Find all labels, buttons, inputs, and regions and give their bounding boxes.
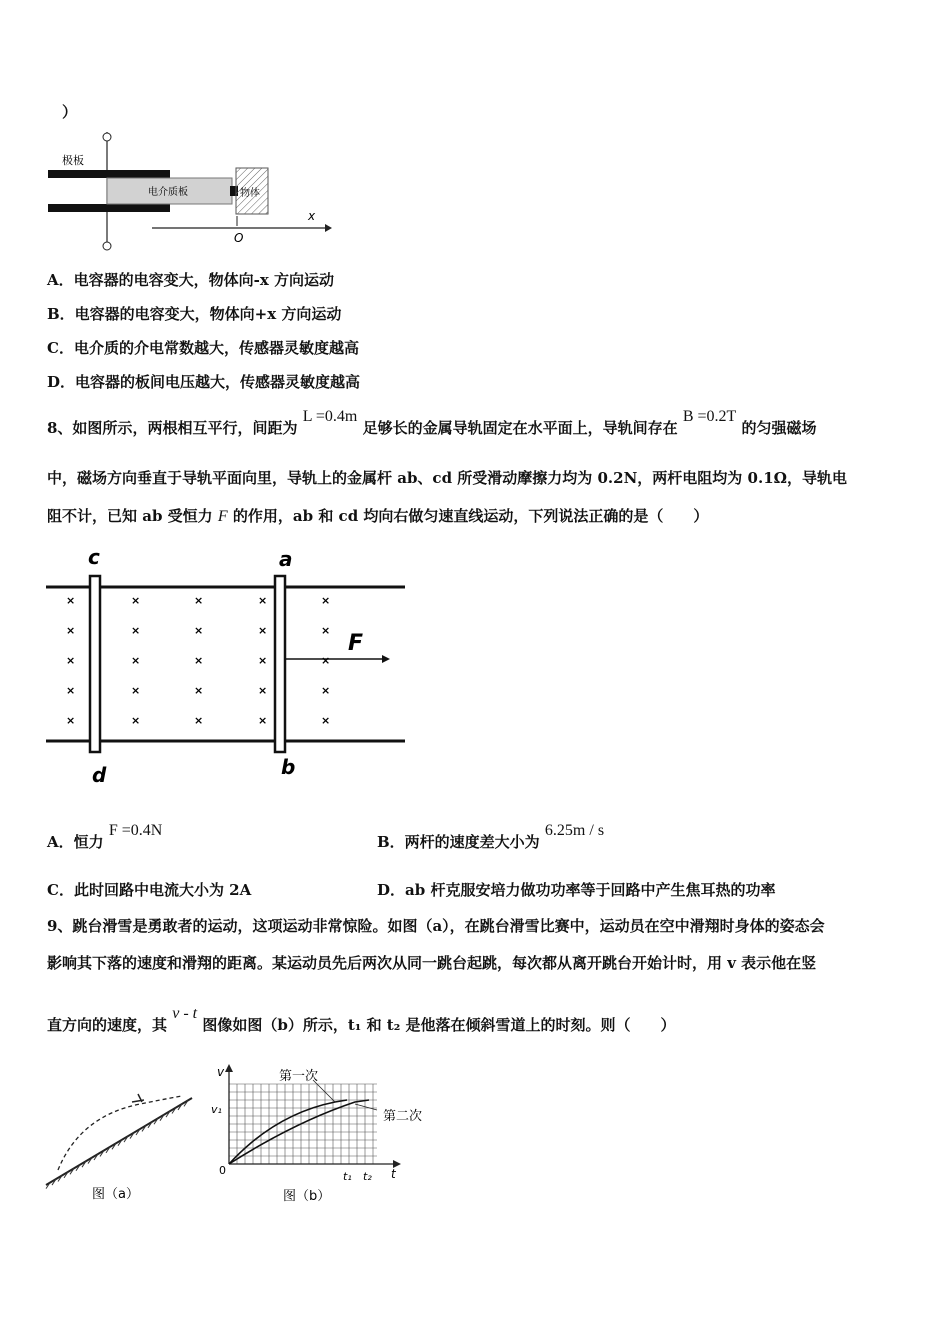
field-mark: × [66, 714, 76, 727]
field-mark: × [66, 594, 76, 607]
q8-math-L: L =0.4m [302, 408, 358, 425]
q7-option-b: B．电容器的电容变大，物体向+x 方向运动 [47, 305, 342, 323]
field-mark: × [194, 684, 204, 697]
field-mark: × [321, 714, 331, 727]
rod-cd [90, 576, 100, 752]
field-mark: × [321, 594, 331, 607]
q9-math-vt: v - t [172, 1005, 198, 1022]
jumper-icon [132, 1094, 144, 1102]
label-a: a [279, 547, 293, 571]
plate-label: 极板 [62, 154, 84, 167]
terminal-top [103, 133, 111, 141]
q8-option-a-math: F =0.4N [108, 822, 163, 839]
lower-plate [48, 204, 170, 212]
t2-label: t₂ [363, 1170, 372, 1183]
label-b: b [281, 755, 296, 779]
field-mark: × [131, 594, 141, 607]
q8-text: 的匀强磁场 [741, 419, 817, 437]
q9-text: 图像如图（b）所示，t₁ 和 t₂ 是他落在倾斜雪道上的时刻。则（ ） [202, 1016, 676, 1034]
field-marks [66, 594, 330, 727]
chart-grid [229, 1084, 377, 1164]
second-label: 第二次 [383, 1109, 423, 1124]
t1-label: t₁ [343, 1170, 352, 1183]
q7-close-paren: ） [62, 103, 78, 121]
q8-text: 8、如图所示，两根相互平行，间距为 [47, 419, 298, 437]
q8-text: 足够长的金属导轨固定在水平面上，导轨间存在 [362, 419, 678, 437]
q8-text: 阻不计，已知 ab 受恒力 [47, 507, 213, 525]
flight-path [58, 1096, 182, 1170]
force-arrowhead [382, 655, 390, 663]
terminal-bottom [103, 242, 111, 250]
rod-ab [275, 576, 285, 752]
q8-option-b [377, 822, 605, 853]
first-label: 第一次 [279, 1069, 319, 1084]
q7-option-c: C．电介质的介电常数越大，传感器灵敏度越高 [47, 339, 359, 357]
v1-label: v₁ [211, 1103, 222, 1116]
q8-option-a [47, 822, 163, 853]
label-c: c [88, 545, 100, 569]
field-mark: × [131, 714, 141, 727]
upper-plate [48, 170, 170, 178]
x-axis-arrow [325, 224, 332, 232]
axis-v-label: v [217, 1065, 225, 1079]
q7-option-d: D．电容器的板间电压越大，传感器灵敏度越高 [47, 373, 361, 391]
q8-option-c: C．此时回路中电流大小为 2A [47, 881, 252, 899]
field-mark: × [194, 654, 204, 667]
field-mark: × [258, 714, 268, 727]
q8-option-b-text: B．两杆的速度差大小为 [377, 833, 540, 851]
field-mark: × [258, 594, 268, 607]
field-mark: × [194, 594, 204, 607]
dielectric-label: 电介质板 [148, 187, 188, 198]
field-mark: × [321, 654, 331, 667]
field-mark: × [194, 624, 204, 637]
second-label-leader [355, 1104, 377, 1110]
q8-stem-line-2: 中，磁场方向垂直于导轨平面向里，导轨上的金属杆 ab、cd 所受滑动摩擦力均为 0.2N，两杆电阻均为 0.1Ω，导轨电 [47, 469, 847, 487]
field-mark: × [66, 684, 76, 697]
field-mark: × [66, 654, 76, 667]
field-mark: × [258, 624, 268, 637]
q7-capacitor-figure [40, 128, 340, 253]
field-mark: × [131, 654, 141, 667]
origin-label: 0 [219, 1164, 226, 1177]
field-mark: × [321, 684, 331, 697]
x-axis-label: x [308, 209, 316, 223]
label-d: d [92, 763, 107, 787]
q8-rails-figure [40, 540, 420, 790]
field-mark: × [258, 654, 268, 667]
origin-label: O [234, 231, 244, 245]
figure-a-caption: 图（a） [92, 1187, 139, 1202]
field-mark: × [258, 684, 268, 697]
field-mark: × [194, 714, 204, 727]
q8-option-d: D．ab 杆克服安培力做功功率等于回路中产生焦耳热的功率 [377, 881, 776, 899]
v-axis-arrow [225, 1064, 233, 1072]
field-mark: × [131, 624, 141, 637]
q9-figure-a [40, 1088, 200, 1213]
q7-option-a: A．电容器的电容变大，物体向-x 方向运动 [47, 271, 335, 289]
q9-text: 直方向的速度，其 [47, 1016, 168, 1034]
axis-t-label: t [391, 1167, 396, 1181]
q8-stem-line-1 [47, 408, 817, 439]
q8-option-b-math: 6.25m / s [544, 822, 605, 839]
q9-stem-line-2: 影响其下落的速度和滑翔的距离。某运动员先后两次从同一跳台起跳，每次都从离开跳台开始计时，用 v 表示他在竖 [47, 954, 817, 972]
object-label: 物体 [240, 188, 260, 199]
q8-option-a-text: A．恒力 [47, 833, 104, 851]
q8-math-B: B =0.2T [682, 408, 737, 425]
field-mark: × [66, 624, 76, 637]
q8-text: 的作用，ab 和 cd 均向右做匀速直线运动，下列说法正确的是（ ） [232, 507, 709, 525]
q9-figure-b-chart [205, 1062, 445, 1212]
q9-stem-line-3 [47, 1005, 676, 1036]
label-F: F [348, 631, 364, 656]
q9-stem-line-1: 9、跳台滑雪是勇敢者的运动，这项运动非常惊险。如图（a），在跳台滑雪比赛中，运动员在空中滑翔时身体的姿态会 [47, 917, 825, 935]
figure-b-caption: 图（b） [283, 1189, 331, 1204]
q8-math-F: F [217, 508, 228, 525]
field-mark: × [321, 624, 331, 637]
field-mark: × [131, 684, 141, 697]
q8-stem-line-3 [47, 506, 708, 527]
